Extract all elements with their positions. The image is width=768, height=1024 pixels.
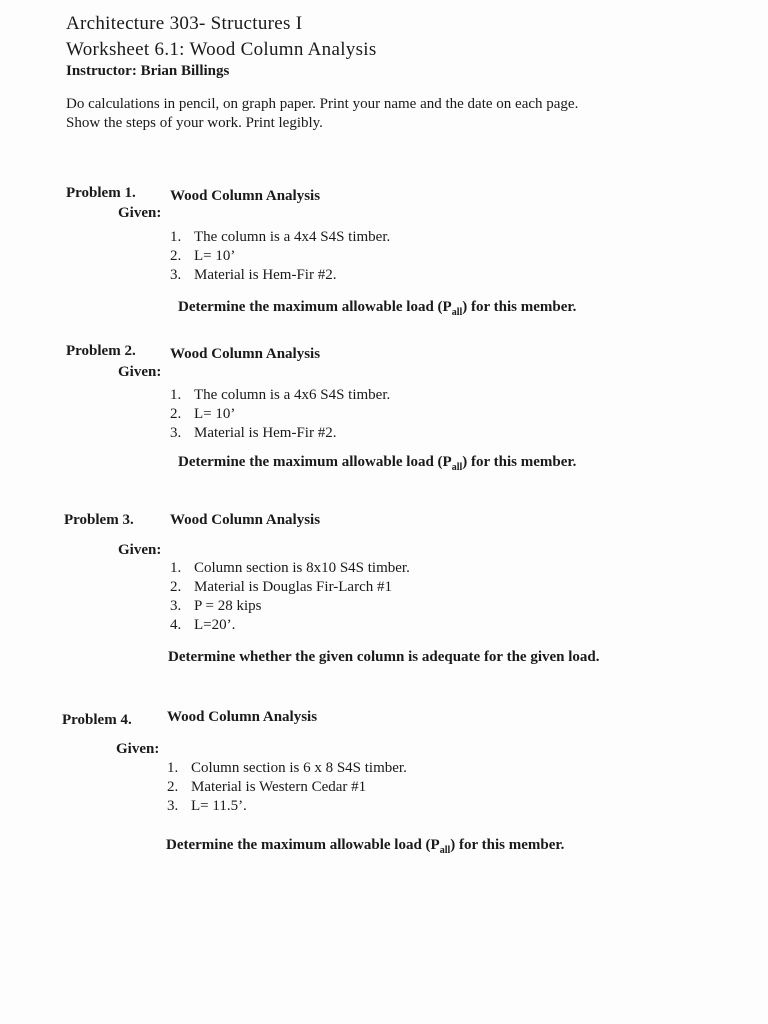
problem-title: Wood Column Analysis (170, 188, 321, 204)
worksheet-subtitle: Worksheet 6.1: Wood Column Analysis (66, 39, 377, 60)
list-item: 2. Material is Western Cedar #1 (167, 779, 367, 795)
given-list (170, 386, 390, 443)
given-label: Given: (118, 364, 162, 380)
list-item: 1. Column section is 8x10 S4S timber. (170, 560, 410, 576)
problem-label: Problem 4. (62, 712, 132, 728)
list-item: 2. L= 10’ (170, 406, 236, 422)
given-list (170, 228, 390, 285)
problem-task: Determine the maximum allowable load $(P_{all})$ for this member. (178, 299, 577, 318)
list-item: 3. Material is Hem-Fir #2. (170, 267, 337, 283)
given-label: Given: (116, 741, 160, 757)
list-item: 1. The column is a 4x6 S4S timber. (170, 387, 391, 403)
problem-label: Problem 2. (66, 343, 136, 359)
problem-title: Wood Column Analysis (170, 512, 321, 528)
page-title: Architecture 303- Structures I (66, 13, 303, 34)
given-list (170, 559, 410, 635)
list-item: 4. L=20’. (170, 617, 236, 633)
instructions-line-1: Do calculations in pencil, on graph paper. Print your name and the date on each page. (66, 96, 579, 112)
given-label: Given: (118, 205, 162, 221)
list-item: 1. Column section is 6 x 8 S4S timber. (167, 760, 407, 776)
list-item: 2. L= 10’ (170, 248, 236, 264)
instructions (66, 95, 666, 133)
instructions-line-2: Show the steps of your work. Print legibly. (66, 115, 323, 131)
problem-label: Problem 3. (64, 512, 134, 528)
list-item: 3. P = 28 kips (170, 598, 262, 614)
problem-task: Determine whether the given column is adequate for the given load. (168, 649, 600, 665)
list-item: 2. Material is Douglas Fir-Larch #1 (170, 579, 392, 595)
list-item: 1. The column is a 4x4 S4S timber. (170, 229, 391, 245)
problem-title: Wood Column Analysis (170, 346, 321, 362)
problem-title: Wood Column Analysis (167, 709, 318, 725)
given-list (167, 759, 407, 816)
instructor-line: Instructor: Brian Billings (66, 63, 230, 79)
problem-label: Problem 1. (66, 185, 136, 201)
given-label: Given: (118, 542, 162, 558)
problem-task: Determine the maximum allowable load $(P_{all})$ for this member. (178, 454, 577, 473)
list-item: 3. L= 11.5’. (167, 798, 247, 814)
list-item: 3. Material is Hem-Fir #2. (170, 425, 337, 441)
problem-task: Determine the maximum allowable load $(P_{all})$ for this member. (166, 837, 565, 856)
